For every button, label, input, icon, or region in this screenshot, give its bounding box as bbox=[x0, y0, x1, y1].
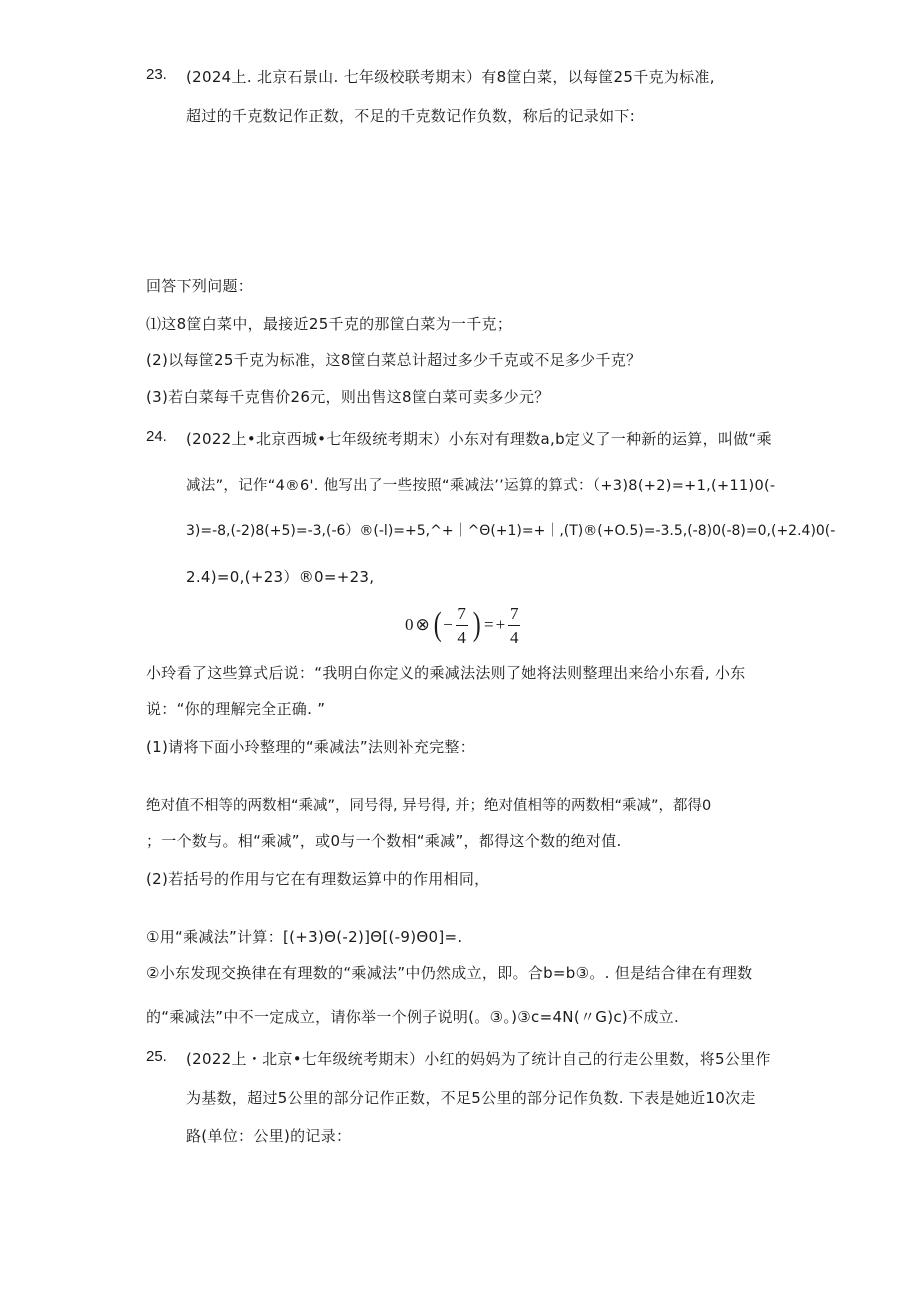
sub-question-2: (2)若括号的作用与它在有理数运算中的作用相同， bbox=[146, 870, 490, 888]
fraction-bar bbox=[456, 625, 468, 626]
formula-example bbox=[405, 604, 523, 646]
formula-plus: + bbox=[495, 615, 506, 634]
question-prompt: 回答下列问题： bbox=[146, 277, 254, 295]
sub-question-1: (1)请将下面小玲整理的“乘减法”法则补充完整： bbox=[146, 738, 475, 756]
fraction-numerator: 7 bbox=[457, 603, 466, 623]
question-text: 3)=-8,(-2)8(+5)=-3,(-6）®(-l)=+5,^+｜^Θ(+1)=+｜,(T)®(+O.5)=-3.5,(-8)0(-8)=0,(+2.4)0(- bbox=[186, 523, 836, 539]
paragraph-text: 说：“你的理解完全正确. ” bbox=[146, 700, 326, 718]
question-text: (2022上・北京•七年级统考期末）小红的妈妈为了统计自己的行走公里数，将5公里作 bbox=[186, 1050, 771, 1068]
fraction-denominator: 4 bbox=[457, 627, 466, 647]
formula-minus: − bbox=[443, 615, 453, 634]
sub-question-3: (3)若白菜每千克售价26元，则出售这8筐白菜可卖多少元？ bbox=[146, 388, 550, 406]
question-number: 24. bbox=[146, 428, 167, 445]
question-number: 23. bbox=[146, 66, 167, 83]
fraction-numerator: 7 bbox=[509, 603, 519, 623]
sub-question-1: ⑴这8筐白菜中，最接近25千克的那筐白菜为一千克； bbox=[146, 315, 513, 333]
question-number: 25. bbox=[146, 1048, 167, 1065]
fraction bbox=[508, 605, 520, 646]
question-text: 减法”，记作“4®6'. 他写出了一些按照“乘减法’’运算的算式：（+3)8(+2)=+1,(+11)0(- bbox=[186, 478, 776, 494]
rule-text: 绝对值不相等的两数相“乘减”，同号得, 异号得, 并；绝对值相等的两数相“乘减”，都得0 bbox=[146, 798, 712, 814]
right-paren: ) bbox=[472, 606, 481, 643]
formula-operator: ⊗ bbox=[415, 615, 430, 634]
formula-zero: 0 bbox=[405, 615, 414, 634]
calc-item-1: ①用“乘减法”计算：[(+3)Θ(-2)]Θ[(-9)Θ0]=. bbox=[146, 928, 463, 946]
formula-equals: = bbox=[484, 615, 494, 634]
question-text: (2024上. 北京石景山. 七年级校联考期末）有8筐白菜，以每筐25千克为标准, bbox=[186, 68, 715, 86]
left-paren: ( bbox=[433, 606, 442, 643]
fraction-bar bbox=[508, 625, 520, 626]
rule-text: ；一个数与。相“乘减”，或0与一个数相“乘减”，都得这个数的绝对值. bbox=[146, 832, 622, 850]
sub-question-2: (2)以每筐25千克为标准，这8筐白菜总计超过多少千克或不足多少千克？ bbox=[146, 351, 642, 369]
question-text: (2022上•北京西城•七年级统考期末）小东对有理数a,b定义了一种新的运算，叫做“乘 bbox=[186, 430, 772, 448]
paragraph-text: 小玲看了这些算式后说：“我明白你定义的乘减法法则了她将法则整理出来给小东看, 小东 bbox=[146, 664, 746, 682]
calc-item-2: 的“乘减法”中不一定成立，请你举一个例子说明(。③。)③c=4N(〃G)c)不成立. bbox=[146, 1008, 680, 1026]
fraction bbox=[456, 605, 468, 646]
calc-item-2: ②小东发现交换律在有理数的“乘减法”中仍然成立，即。合b=b③。. 但是结合律在有理数 bbox=[146, 964, 753, 982]
question-text: 2.4)=0,(+23）®0=+23, bbox=[186, 568, 375, 586]
question-text: 超过的千克数记作正数，不足的千克数记作负数，称后的记录如下: bbox=[186, 107, 636, 125]
question-text: 为基数，超过5公里的部分记作正数，不足5公里的部分记作负数. 下表是她近10次走 bbox=[186, 1089, 756, 1107]
question-text: 路(单位：公里)的记录： bbox=[186, 1127, 352, 1145]
fraction-denominator: 4 bbox=[509, 627, 519, 647]
